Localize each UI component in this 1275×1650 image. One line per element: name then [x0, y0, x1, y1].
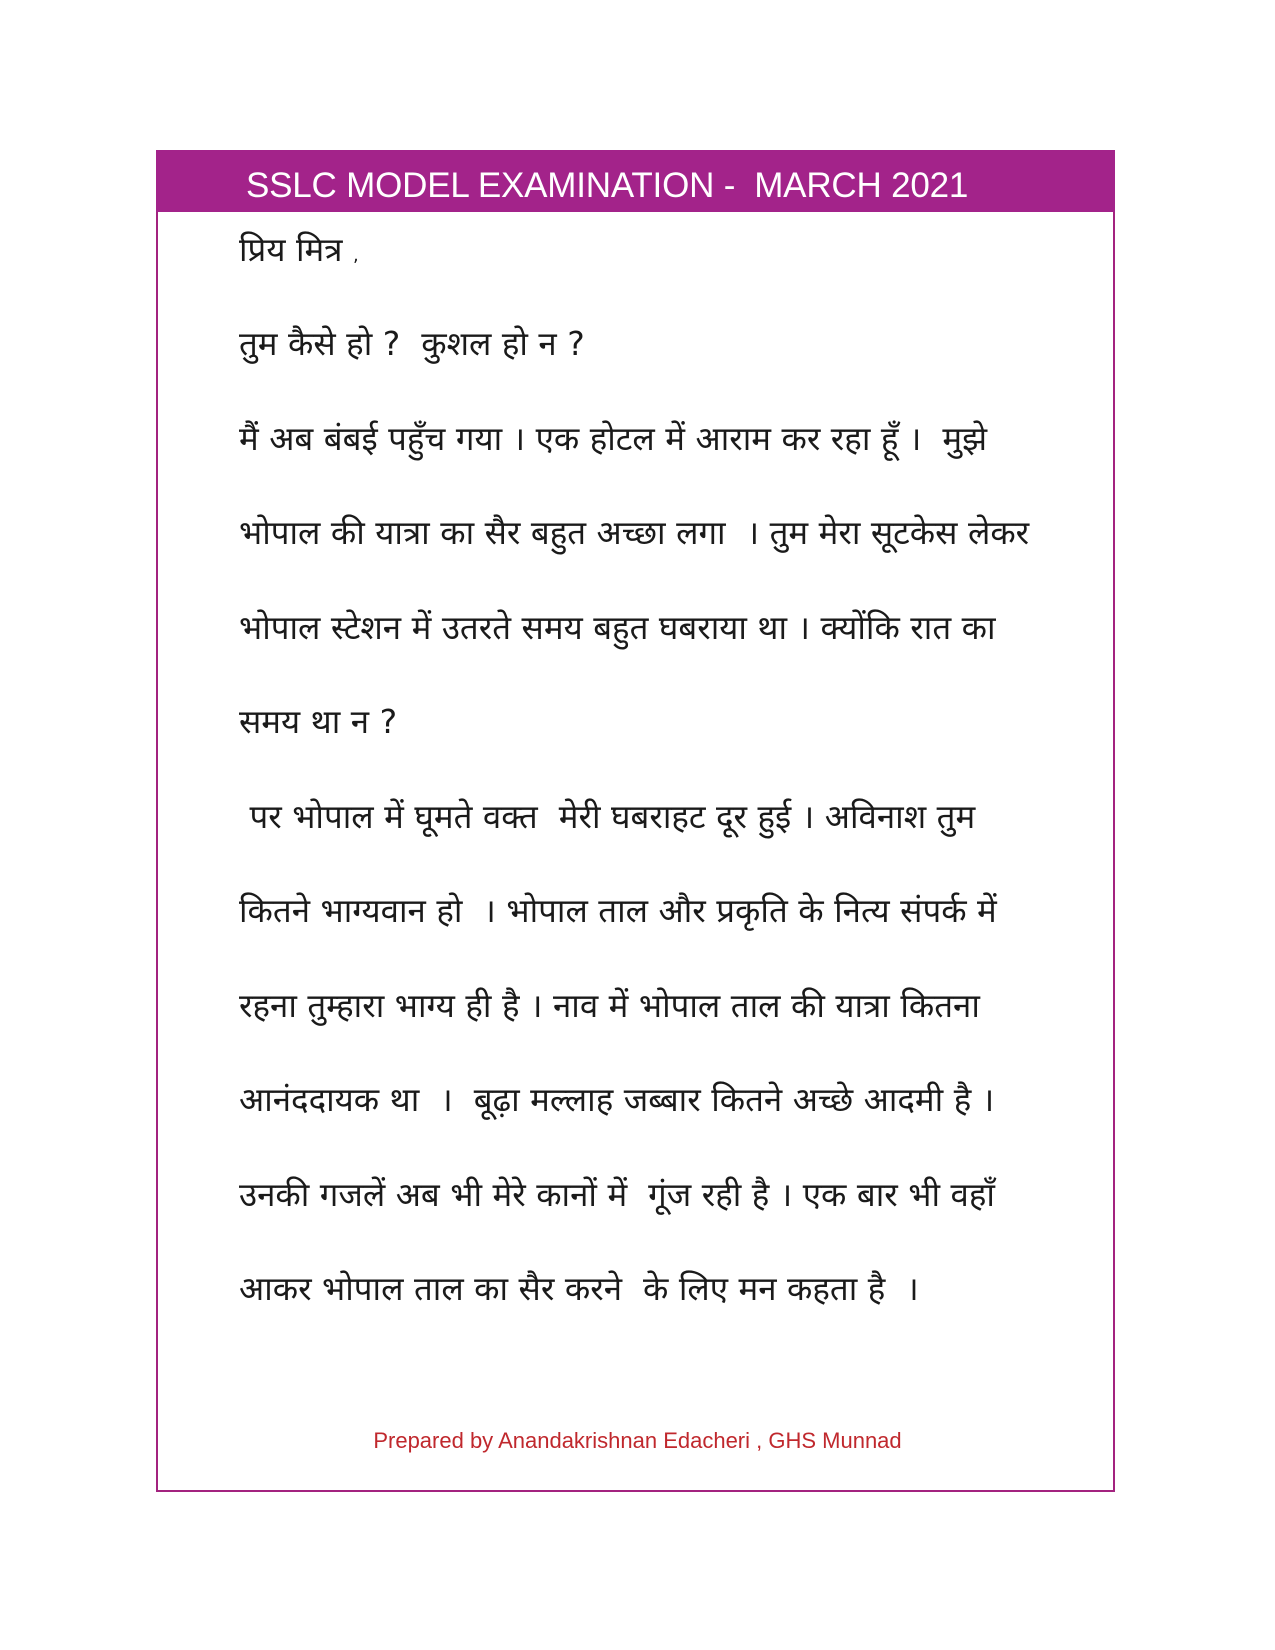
salutation-text: प्रिय मित्र [239, 230, 343, 269]
letter-line: उनकी गजलें अब भी मेरे कानों में गूंज रही है । एक बार भी वहाँ [239, 1175, 995, 1214]
salutation-comma: , [352, 245, 359, 266]
letter-line: आनंददायक था । बूढ़ा मल्लाह जब्बार कितने अच्छे आदमी है । [239, 1080, 995, 1119]
letter-line: समय था न ? [239, 702, 398, 741]
letter-line: भोपाल की यात्रा का सैर बहुत अच्छा लगा । तुम मेरा सूटकेस लेकर [239, 513, 1030, 552]
letter-line: तुम कैसे हो ? कुशल हो न ? [239, 324, 585, 363]
letter-line: मैं अब बंबई पहुँच गया । एक होटल में आराम कर रहा हूँ । मुझे [239, 419, 988, 458]
exam-title: SSLC MODEL EXAMINATION - MARCH 2021 [246, 166, 969, 205]
letter-line: भोपाल स्टेशन में उतरते समय बहुत घबराया था । क्योंकि रात का [239, 608, 996, 647]
footer-credit: Prepared by Anandakrishnan Edacheri , GHS Munnad [373, 1428, 902, 1453]
letter-line: आकर भोपाल ताल का सैर करने के लिए मन कहता है । [239, 1269, 919, 1308]
letter-line: कितने भाग्यवान हो । भोपाल ताल और प्रकृति के नित्य संपर्क में [239, 891, 997, 930]
letter-line: रहना तुम्हारा भाग्य ही है । नाव में भोपाल ताल की यात्रा कितना [239, 986, 980, 1025]
letter-salutation [239, 228, 359, 278]
letter-line: पर भोपाल में घूमते वक्त मेरी घबराहट दूर हुई । अविनाश तुम [239, 797, 976, 836]
